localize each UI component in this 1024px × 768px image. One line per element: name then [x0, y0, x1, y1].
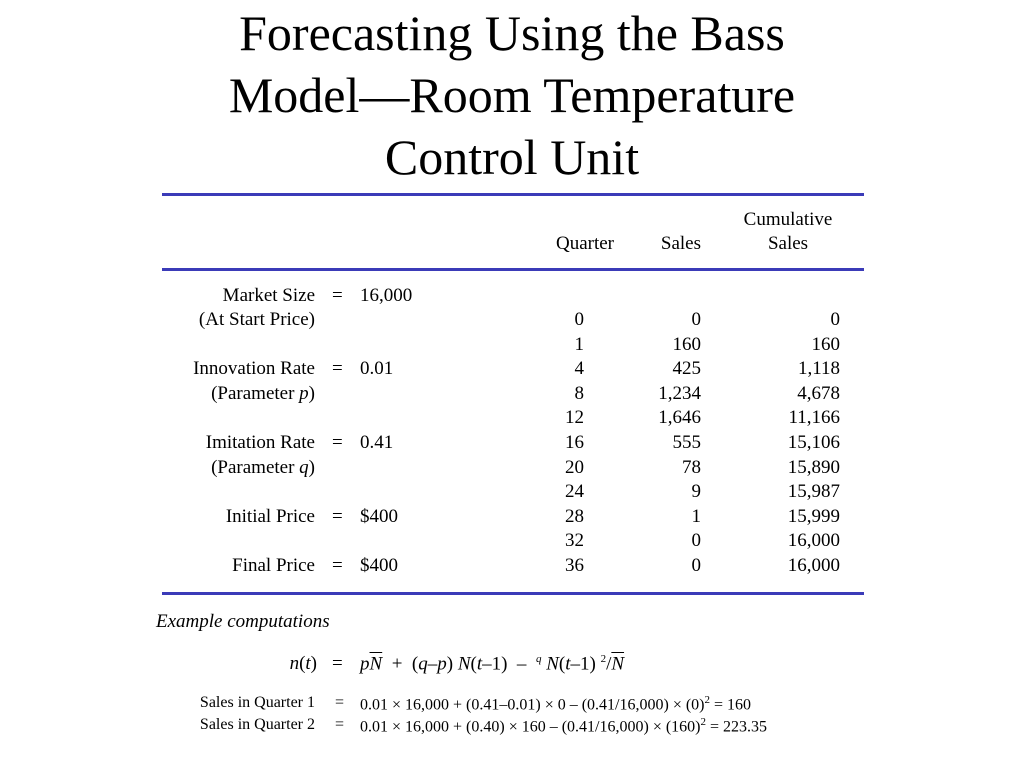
imitation-rate-value: 0.41	[360, 432, 394, 453]
row-quarter: 12	[565, 407, 584, 429]
row-cumulative: 4,678	[797, 382, 840, 404]
comp1-expr: 0.01 × 16,000 + (0.41–0.01) × 0 – (0.41/16,000) × (0)	[360, 696, 705, 714]
initial-price-label: Initial Price	[225, 506, 315, 527]
final-price-value: $400	[360, 555, 398, 576]
comp2-result: = 223.35	[706, 718, 768, 736]
title-line-3: Control Unit	[384, 129, 640, 185]
comp2-label: Sales in Quarter 2	[199, 716, 315, 733]
row-quarter: 16	[565, 432, 584, 453]
row-quarter: 24	[565, 481, 584, 503]
comp2-expr: 0.01 × 16,000 + (0.40) × 160 – (0.41/16,000) × (160)	[360, 718, 701, 736]
row-cumulative: 16,000	[787, 555, 840, 576]
bottom-rule	[162, 592, 864, 595]
row-sales: 160	[672, 333, 701, 355]
row-sales: 0	[691, 530, 701, 552]
formula-equals: =	[332, 653, 343, 674]
row-quarter: 28	[565, 505, 584, 527]
innovation-rate-sublabel: (Parameter p)	[211, 383, 315, 404]
row-cumulative: 16,000	[787, 530, 840, 552]
header-sales: Sales	[660, 233, 701, 254]
imitation-sub-text: (Parameter	[211, 457, 295, 478]
row-quarter: 8	[574, 382, 584, 404]
final-price-equals: =	[332, 555, 343, 576]
title-line-2: Model—Room Temperature	[228, 67, 796, 123]
imitation-rate-sublabel: (Parameter q)	[211, 457, 315, 478]
header-quarter: Quarter	[555, 233, 614, 254]
market-size-equals: =	[332, 285, 343, 306]
final-price-label: Final Price	[232, 555, 315, 576]
innovation-rate-label: Innovation Rate	[193, 358, 315, 379]
bass-formula: $p\overline{N} + (q-p)$ N(t–1) – $^q$ N(t–1) $^2/\overline{N}$	[360, 653, 625, 675]
row-cumulative: 15,890	[787, 456, 840, 478]
row-cumulative: 1,118	[797, 358, 840, 380]
row-cumulative: 15,999	[787, 505, 840, 527]
comp2-equals: =	[335, 716, 345, 733]
title-line-1: Forecasting Using the Bass	[239, 5, 785, 61]
innovation-rate-value: 0.01	[360, 358, 394, 379]
row-quarter: 36	[565, 555, 584, 576]
header-cumulative-line2: Sales	[767, 233, 809, 254]
row-cumulative: 0	[830, 309, 840, 330]
market-size-sublabel: (At Start Price)	[198, 309, 315, 330]
formula-lhs: n(t)	[289, 653, 317, 674]
row-cumulative: 160	[811, 333, 840, 355]
row-quarter: 20	[565, 456, 584, 478]
row-quarter: 4	[574, 358, 584, 380]
row-sales: 555	[672, 432, 701, 453]
market-size-value: 16,000	[360, 285, 413, 306]
market-size-label: Market Size	[222, 285, 315, 306]
row-cumulative: 15,106	[787, 432, 840, 453]
row-sales: 1,234	[658, 382, 701, 404]
row-quarter: 0	[574, 309, 584, 330]
row-quarter: 32	[565, 530, 584, 552]
row-sales: 0	[691, 555, 701, 576]
comp1-result: = 160	[710, 696, 752, 714]
innovation-symbol: p	[299, 383, 309, 404]
row-sales: 0	[691, 309, 701, 330]
comp1-expression: $0.01 \times 16,000 + (0.41-0.01) \times 0 - (0.41/16,000) \times (0)^2 = 160$	[360, 694, 752, 714]
comp1-label: Sales in Quarter 1	[199, 694, 315, 711]
row-sales: 1,646	[658, 407, 701, 429]
row-sales: 78	[682, 456, 701, 478]
innovation-sub-text: (Parameter	[211, 383, 295, 404]
row-sales: 9	[691, 481, 701, 503]
header-cumulative-line1: Cumulative	[743, 209, 833, 230]
slide-title	[0, 2, 1024, 188]
header-cumulative	[728, 208, 848, 256]
example-heading: Example computations	[156, 611, 330, 632]
innovation-rate-equals: =	[332, 358, 343, 379]
imitation-rate-equals: =	[332, 432, 343, 453]
imitation-rate-label: Imitation Rate	[205, 432, 315, 453]
row-cumulative: 11,166	[788, 407, 840, 429]
initial-price-value: $400	[360, 506, 398, 527]
comp1-equals: =	[335, 694, 345, 711]
initial-price-equals: =	[332, 506, 343, 527]
row-cumulative: 15,987	[787, 481, 840, 503]
row-sales: 1	[691, 505, 701, 527]
header-rule	[162, 268, 864, 271]
top-rule	[162, 193, 864, 196]
imitation-symbol: q	[299, 457, 309, 478]
row-quarter: 1	[574, 333, 584, 355]
comp2-expression: $0.01 \times 16,000 + (0.40) \times 160 - (0.41/16,000) \times (160)^2 = 223.35$	[360, 716, 768, 736]
row-sales: 425	[672, 358, 701, 380]
